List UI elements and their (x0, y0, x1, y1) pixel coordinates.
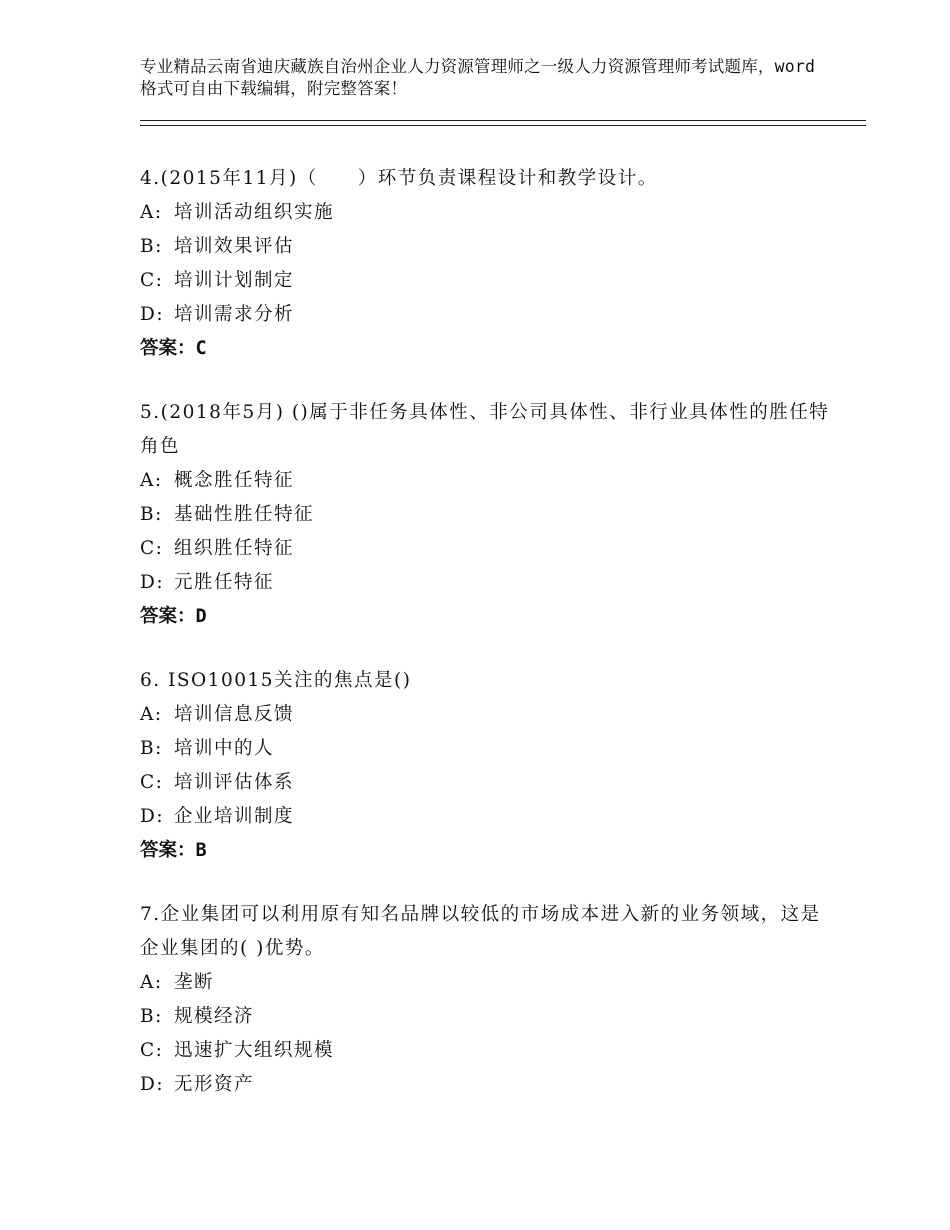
option-text: 无形资产 (174, 1074, 255, 1095)
option-a (140, 464, 840, 498)
answer-line: 答案：C (140, 338, 207, 359)
option-c (140, 532, 840, 566)
option-b (140, 230, 840, 264)
option-c (140, 1034, 840, 1068)
option-letter: D: (140, 572, 165, 593)
option-text: 组织胜任特征 (174, 538, 295, 559)
option-c (140, 264, 840, 298)
option-text: 培训效果评估 (174, 236, 295, 257)
option-text: 基础性胜任特征 (174, 504, 315, 525)
option-letter: D: (140, 304, 165, 325)
option-text: 垄断 (174, 972, 215, 993)
option-letter: A: (140, 972, 163, 993)
option-letter: B: (140, 236, 163, 257)
answer-line: 答案：B (140, 840, 207, 861)
option-text: 培训需求分析 (174, 304, 295, 325)
answer-line: 答案：D (140, 606, 207, 627)
question-stem: 4.(2015年11月)（ ）环节负责课程设计和教学设计。 (140, 168, 658, 189)
document-header-title: 专业精品云南省迪庆藏族自治州企业人力资源管理师之一级人力资源管理师考试题库，word格式可自由下载编辑，附完整答案！ (140, 57, 816, 98)
question-6 (140, 664, 840, 868)
option-text: 企业培训制度 (174, 806, 295, 827)
option-letter: B: (140, 504, 163, 525)
option-a (140, 966, 840, 1000)
option-text: 概念胜任特征 (174, 470, 295, 491)
header-double-rule (140, 120, 866, 126)
option-b (140, 732, 840, 766)
option-b (140, 1000, 840, 1034)
option-letter: B: (140, 738, 163, 759)
option-a (140, 196, 840, 230)
question-stem: 5.(2018年5月) ()属于非任务具体性、非公司具体性、非行业具体性的胜任特角色 (140, 402, 830, 457)
option-d (140, 800, 840, 834)
option-d (140, 566, 840, 600)
option-text: 培训中的人 (174, 738, 275, 759)
option-letter: C: (140, 538, 164, 559)
option-d (140, 298, 840, 332)
option-letter: D: (140, 1074, 165, 1095)
option-text: 迅速扩大组织规模 (174, 1040, 335, 1061)
option-text: 元胜任特征 (174, 572, 275, 593)
option-b (140, 498, 840, 532)
option-text: 培训信息反馈 (174, 704, 295, 725)
option-letter: B: (140, 1006, 163, 1027)
question-stem: 7.企业集团可以利用原有知名品牌以较低的市场成本进入新的业务领域，这是企业集团的( )优势。 (140, 904, 821, 959)
option-c (140, 766, 840, 800)
option-text: 培训计划制定 (174, 270, 295, 291)
option-letter: A: (140, 704, 163, 725)
option-letter: A: (140, 470, 163, 491)
option-letter: C: (140, 1040, 164, 1061)
option-text: 规模经济 (174, 1006, 255, 1027)
option-letter: D: (140, 806, 165, 827)
option-text: 培训评估体系 (174, 772, 295, 793)
question-stem: 6. ISO10015关注的焦点是() (140, 670, 412, 691)
option-letter: A: (140, 202, 163, 223)
option-d (140, 1068, 840, 1102)
option-letter: C: (140, 270, 164, 291)
question-4 (140, 162, 840, 366)
option-letter: C: (140, 772, 164, 793)
question-5 (140, 396, 840, 634)
option-a (140, 698, 840, 732)
question-7 (140, 898, 840, 1102)
option-text: 培训活动组织实施 (174, 202, 335, 223)
question-list (140, 162, 840, 1132)
